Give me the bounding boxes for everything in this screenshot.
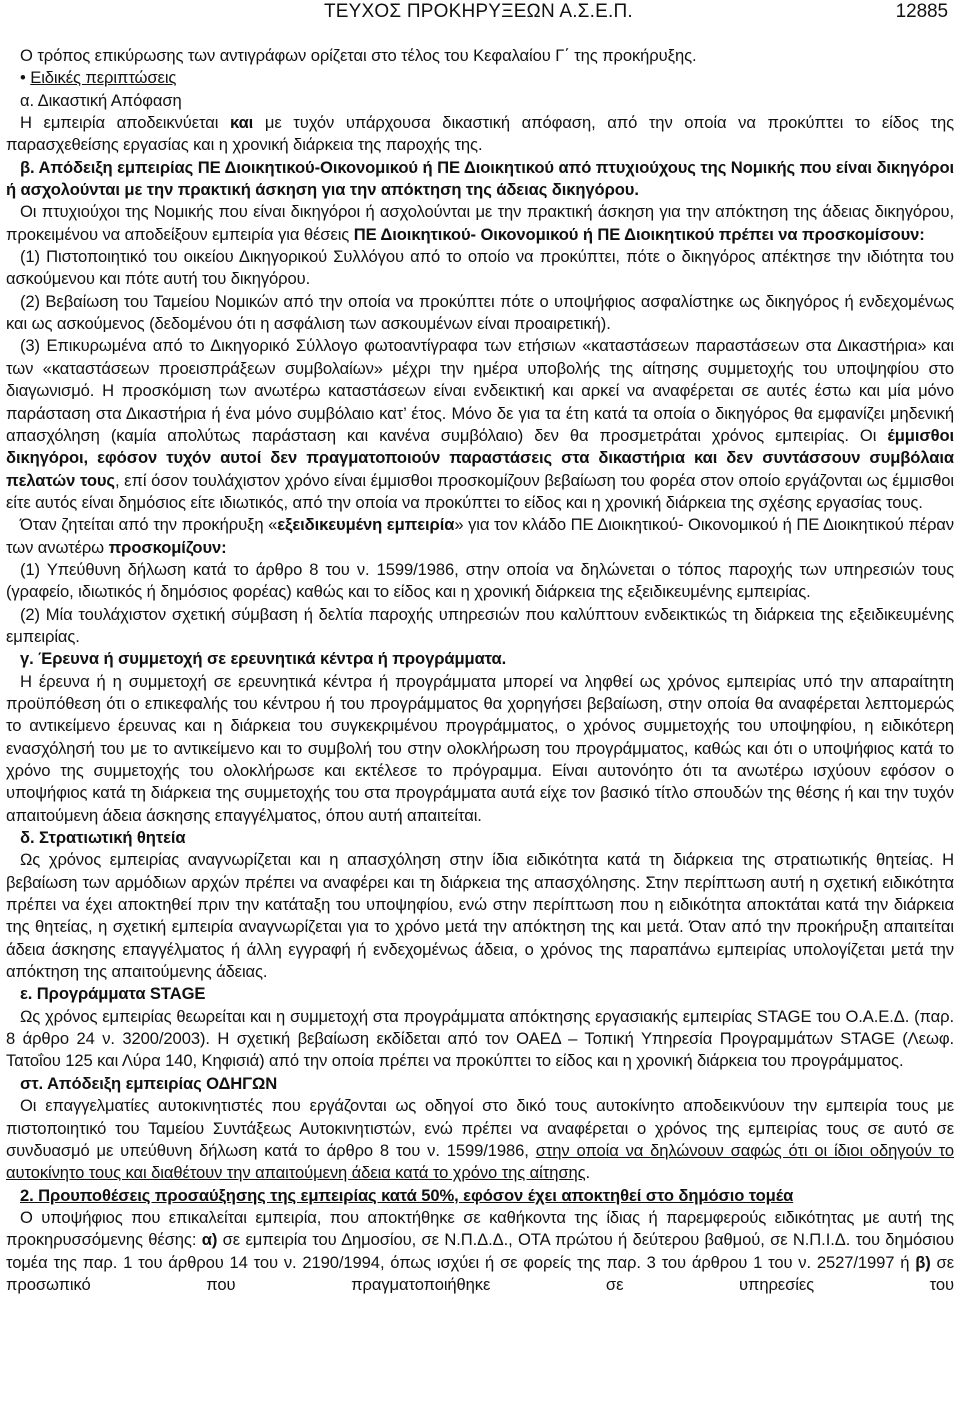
section-c-title: γ. Έρευνα ή συμμετοχή σε ερευνητικά κέντρα ή προγράμματα. bbox=[20, 649, 507, 669]
section-e-text: Ως χρόνος εμπειρίας θεωρείται και η συμμετοχή στα προγράμματα απόκτησης εργασιακής εμπειρίας STAGE του Ο.Α.Ε.Δ. (παρ. 8 άρθρο 24 ν. 3200/2003). Η σχετική βεβαίωση εκδίδεται από τον ΟΑΕΔ – Τοπική Υπηρεσία Προγραμμάτων STAGE (Λεωφ. Τατοΐου 125 και Λύρα 140, Κηφισιά) από την οποία πρέπει να προκύπτει το είδος και η χρονική διάρκεια του προγράμματος. bbox=[6, 1006, 954, 1071]
page-number: 12885 bbox=[895, 1, 948, 22]
section-2-text-bold: α) bbox=[201, 1230, 218, 1250]
section-b-item-3-part: , επί όσον τουλάχιστον χρόνο είναι έμμισθοι προσκομίζουν βεβαίωση του φορέα στον οποίο εργάζονται ως έμμισθοι είτε αυτός είναι δημόσιος είτε ιδιωτικός, από την οποία να προκύπτει το είδος και η χρονική διάρκεια της σχέσης εργασίας τους. bbox=[6, 470, 954, 512]
section-f-title: στ. Απόδειξη εμπειρίας ΟΔΗΓΩΝ bbox=[20, 1073, 278, 1093]
section-a-text-part: με τυχόν υπάρχουσα δικαστική απόφαση, από την οποία να προκύπτει το είδος της παρασχεθείσης εργασίας και η χρονική διάρκεια της παροχής της. bbox=[6, 113, 954, 155]
section-f-text-underlined: στην οποία να δηλώνουν σαφώς ότι οι ίδιοι οδηγούν το αυτοκίνητο τους και διαθέτουν την απαιτούμενη άδεια κατά το χρόνο της αίτησης bbox=[6, 1140, 954, 1183]
section-b-text bbox=[6, 201, 954, 246]
bullet-icon: • bbox=[20, 68, 26, 88]
section-d-title: δ. Στρατιωτική θητεία bbox=[20, 828, 186, 848]
section-b-title: β. Απόδειξη εμπειρίας ΠΕ Διοικητικού-Οικονομικού ή ΠΕ Διοικητικού από πτυχιούχους της Νομικής που είναι δικηγόροι ή ασχολούνται με την πρακτική άσκηση για την απόκτηση της άδειας δικηγόρου. bbox=[6, 157, 954, 200]
section-2-text-part: Ο υποψήφιος που επικαλείται εμπειρία, που αποκτήθηκε σε καθήκοντα της ίδιας ή παρεμφερούς ειδικότητας με αυτή της προκηρυσσόμενης θέσης: bbox=[6, 1207, 954, 1250]
paragraph-certification: Ο τρόπος επικύρωσης των αντιγράφων ορίζεται στο τέλος του Κεφαλαίου Γ΄ της προκήρυξης. bbox=[20, 46, 697, 65]
section-f-text-part: . bbox=[585, 1163, 591, 1183]
specialized-text-bold: προσκομίζουν: bbox=[108, 537, 227, 557]
journal-title: ΤΕΥΧΟΣ ΠΡΟΚΗΡΥΞΕΩΝ Α.Σ.Ε.Π. bbox=[324, 1, 633, 22]
specialized-text-part: Όταν ζητείται από την προκήρυξη « bbox=[20, 515, 278, 535]
section-b-item-1: (1) Πιστοποιητικό του οικείου Δικηγορικού Συλλόγου από το οποίο να προκύπτει, πότε ο δικηγόρος απέκτησε την ιδιότητα του ασκούμενου και πότε αυτή του δικηγόρου. bbox=[6, 247, 954, 289]
specialized-item-1: (1) Υπεύθυνη δήλωση κατά το άρθρο 8 του ν. 1599/1986, στην οποία να δηλώνεται ο τόπος παροχής των υπηρεσιών τους (γραφείο, ιδιωτικός ή δημόσιος φορέας) καθώς και το είδος και η χρονική διάρκεια της εξειδικευμένης εμπειρίας. bbox=[6, 559, 954, 602]
specialized-text-bold: εξειδικευμένη εμπειρία bbox=[277, 515, 455, 535]
section-b-item-3-part: (3) Επικυρωμένα από το Δικηγορικό Σύλλογο φωτοαντίγραφα των ετήσιων «καταστάσεων παραστάσεων στα Δικαστήρια» και των «καταστάσεων προεισπράξεων συμβολαίων» μέχρι την ημέρα υποβολής της αίτησης συμμετοχής του υποψηφίου στο διαγωνισμό. Η προσκόμιση των ανωτέρω καταστάσεων είναι ενδεικτική και αρκεί να αναφέρεται σε αυτές έστω και μία μόνο παράσταση στα Δικαστήρια ή ένα μόνο συμβόλαιο κατ’ έτος. Μόνο δε για τα έτη κατά τα οποία ο δικηγόρος θα εμφανίζει μηδενική απασχόληση (καμία απολύτως παράσταση και κανένα συμβόλαιο) δεν θα προσμετράται χρόνος εμπειρίας. Οι bbox=[6, 336, 954, 445]
section-f-text-part: Οι επαγγελματίες αυτοκινητιστές που εργάζονται ως οδηγοί στο δικό τους αυτοκίνητο αποδεικνύουν την εμπειρία τους με πιστοποιητικό του Ταμείου Συντάξεως Αυτοκινητιστών, ενώ πρέπει να αναφέρεται ο χρόνος της εμπειρίας τους σε αυτό σε συνδυασμό με υπεύθυνη δήλωση κατά το άρθρο 8 του ν. 1599/1986, bbox=[6, 1096, 954, 1160]
section-a-title: α. Δικαστική Απόφαση bbox=[20, 90, 182, 110]
section-a-text-part: Η εμπειρία αποδεικνύεται bbox=[20, 113, 230, 133]
section-e-title: ε. Προγράμματα STAGE bbox=[20, 984, 206, 1004]
section-2-text-part: σε εμπειρία του Δημοσίου, σε Ν.Π.Δ.Δ., ΟΤΑ πρώτου ή δεύτερου βαθμού, σε Ν.Π.Ι.Δ. του δημόσιου τομέα της παρ. 1 του άρθρου 14 του ν. 2190/1994, όπως ισχύει ή σε φορείς της παρ. 3 του άρθρου 1 του ν. 2527/1997 ή bbox=[6, 1230, 954, 1272]
section-a-text bbox=[6, 112, 954, 157]
section-b-text-bold: ΠΕ Διοικητικού- Οικονομικού ή ΠΕ Διοικητικού πρέπει να προσκομίσουν: bbox=[353, 224, 925, 244]
section-b-text-part: Οι πτυχιούχοι της Νομικής που είναι δικηγόροι ή ασχολούνται με την πρακτική άσκηση για την απόκτηση της άδειας δικηγόρου, προκειμένου να αποδείξουν εμπειρία για θέσεις bbox=[6, 202, 954, 244]
document-body bbox=[6, 45, 954, 1296]
section-b-item-3 bbox=[6, 335, 954, 514]
section-b-item-3-bold: έμμισθοι δικηγόροι, εφόσον τυχόν αυτοί δεν πραγματοποιούν παραστάσεις στα δικαστήρια και δεν συντάσσουν συμβόλαια πελατών τους bbox=[6, 425, 954, 490]
section-a-text-bold: και bbox=[229, 113, 254, 133]
section-b-item-2: (2) Βεβαίωση του Ταμείου Νομικών από την οποία να προκύπτει πότε ο υποψήφιος ασφαλίστηκε ως δικηγόρος ή ενδεχομένως και ως ασκούμενος (δεδομένου ότι η ασφάλιση των ασκουμένων είναι προαιρετική). bbox=[6, 291, 954, 334]
section-2-text bbox=[6, 1207, 954, 1296]
section-2-text-part: σε προσωπικό που πραγματοποιήθηκε σε υπηρεσίες του bbox=[6, 1252, 954, 1294]
specialized-text-part: » για τον κλάδο ΠΕ Διοικητικού- Οικονομικού ή ΠΕ Διοικητικού πέραν των ανωτέρω bbox=[6, 515, 954, 557]
specialized-item-2: (2) Μία τουλάχιστον σχετική σύμβαση ή δελτία παροχής υπηρεσιών που καλύπτουν ενδεικτικώς τη διάρκεια της εξειδικευμένης εμπειρίας. bbox=[6, 604, 954, 646]
section-c-text: Η έρευνα ή η συμμετοχή σε ερευνητικά κέντρα ή προγράμματα μπορεί να ληφθεί ως χρόνος εμπειρίας υπό την απαραίτητη προϋπόθεση ότι ο επικεφαλής του κέντρου ή του προγράμματος θα χορηγήσει βεβαίωση, στην οποία θα αναφέρεται λεπτομερώς το αντικείμενο έρευνας και η διάρκεια του συγκεκριμένου προγράμματος, ο χρόνος συμμετοχής του υποψηφίου, η ειδικότερη ενασχόλησή του με το αντικείμενο και το συμβολή του στην ολοκλήρωση του προγράμματος, καθώς και ότι ο υποψήφιος κατά το χρόνο της συμμετοχής του ολοκλήρωσε και εκτέλεσε το πρόγραμμα. Είναι αυτονόητο ότι τα ανωτέρω ισχύουν εφόσον ο υποψήφιος κατά τη διάρκεια της συμμετοχής του στα προγράμματα αυτά είχε τον βασικό τίτλο σπουδών της θέσης ή και την τυχόν απαιτούμενη άδεια άσκησης επαγγέλματος, όπου αυτή απαιτείται. bbox=[6, 671, 954, 825]
specialized-experience-text bbox=[6, 514, 954, 559]
special-cases-heading bbox=[6, 67, 954, 89]
section-2-title: 2. Προυποθέσεις προσαύξησης της εμπειρίας κατά 50%, εφόσον έχει αποκτηθεί στο δημόσιο τομέα bbox=[20, 1185, 794, 1205]
page-header bbox=[6, 0, 954, 23]
section-f-text bbox=[6, 1095, 954, 1184]
section-2-text-bold: β) bbox=[915, 1252, 931, 1272]
special-cases-label: Ειδικές περιπτώσεις bbox=[30, 68, 177, 88]
section-d-text: Ως χρόνος εμπειρίας αναγνωρίζεται και η απασχόληση στην ίδια ειδικότητα κατά τη διάρκεια της στρατιωτικής θητείας. Η βεβαίωση των αρμόδιων αρχών πρέπει να αναφέρει και τη διάρκεια της απασχόλησης. Στην περίπτωση αυτή η σχετική ειδικότητα πρέπει να έχει αποκτηθεί πριν την κατάταξη του υποψηφίου, ενώ στην περίπτωση που η ειδικότητα αποκτάται κατά την διάρκεια της θητείας, η σχετική εμπειρία αναγνωρίζεται για το χρόνο μετά την απόκτηση της και μετά. Όταν από την προκήρυξη απαιτείται άδεια άσκησης επαγγέλματος ή άλλη εγγραφή ή ενδεχομένως άδεια, ο χρόνος της παραπάνω εμπειρίας υπολογίζεται μετά την απόκτηση της απαιτούμενης άδειας. bbox=[6, 850, 954, 982]
